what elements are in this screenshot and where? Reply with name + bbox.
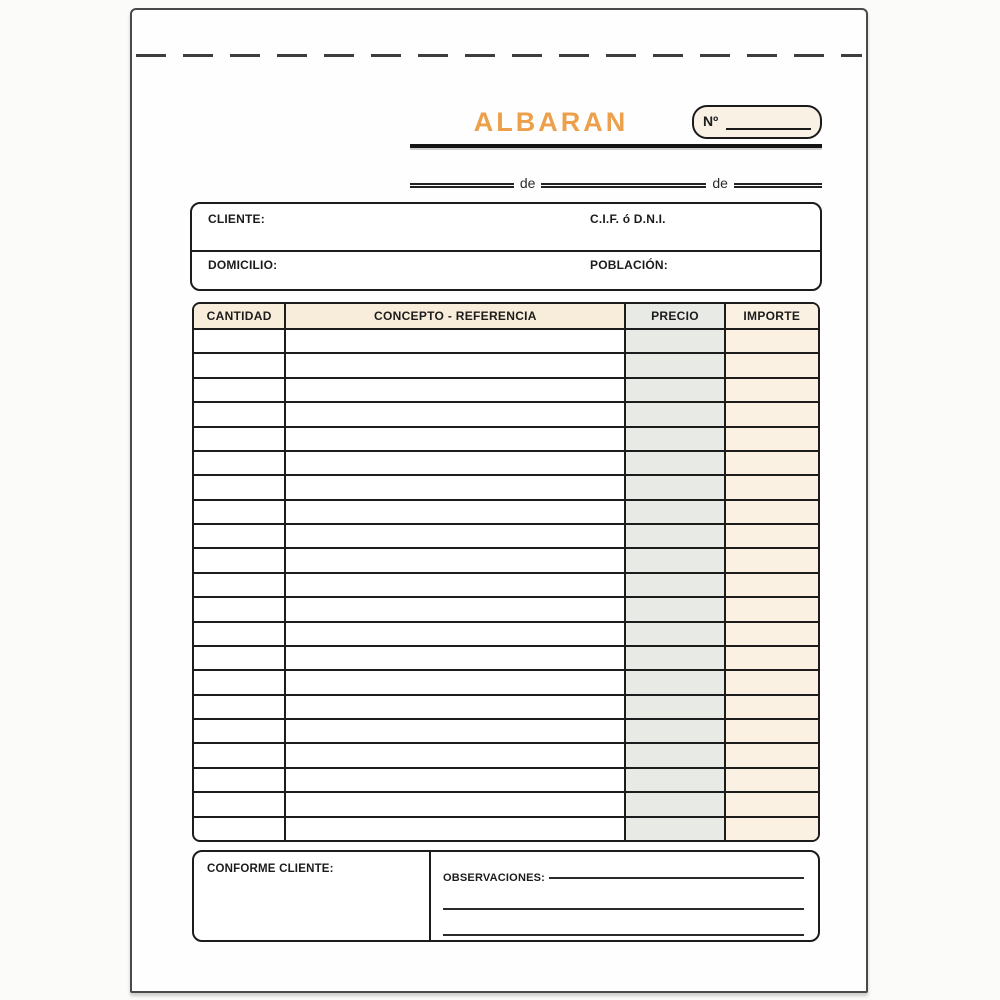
table-cell-empty — [626, 501, 725, 523]
table-cell-empty — [726, 354, 818, 376]
table-cell-empty — [626, 647, 725, 669]
table-cell-empty — [726, 623, 818, 645]
table-cell-empty — [286, 720, 626, 742]
table-cell-empty — [286, 818, 626, 840]
table-cell-empty — [194, 818, 286, 840]
table-cell-empty — [194, 744, 286, 766]
table-cell-empty — [626, 671, 725, 693]
table-cell-empty — [286, 330, 626, 352]
table-cell-empty — [626, 476, 725, 498]
header-cell-importe: IMPORTE — [726, 304, 818, 328]
table-cell-empty — [286, 793, 626, 815]
conforme-cliente-label: CONFORME CLIENTE: — [207, 863, 334, 875]
form-title: ALBARAN — [473, 107, 629, 137]
table-cell-empty — [286, 452, 626, 474]
table-cell-empty — [726, 501, 818, 523]
conforme-section — [194, 852, 431, 940]
table-cell-empty — [194, 574, 286, 596]
table-cell-empty — [286, 428, 626, 450]
table-row — [194, 476, 818, 500]
observaciones-label: OBSERVACIONES: — [443, 872, 546, 884]
table-cell-empty — [626, 525, 725, 547]
header-cell-concepto-referencia: CONCEPTO - REFERENCIA — [286, 304, 626, 328]
table-row — [194, 403, 818, 427]
table-cell-empty — [726, 428, 818, 450]
date-blank-year — [734, 183, 822, 188]
table-row — [194, 354, 818, 378]
title-area — [410, 107, 692, 138]
table-cell-empty — [286, 671, 626, 693]
table-row — [194, 428, 818, 452]
table-cell-empty — [286, 501, 626, 523]
table-cell-empty — [726, 696, 818, 718]
date-word-de-2: de — [712, 175, 728, 191]
document-number-blank-line — [726, 128, 811, 130]
table-row — [194, 549, 818, 573]
table-cell-empty — [726, 403, 818, 425]
table-cell-empty — [286, 598, 626, 620]
table-cell-empty — [626, 720, 725, 742]
table-cell-empty — [726, 671, 818, 693]
table-cell-empty — [726, 476, 818, 498]
table-cell-empty — [286, 744, 626, 766]
cliente-label: CLIENTE: — [208, 212, 265, 226]
date-blank-month — [541, 183, 706, 188]
table-cell-empty — [194, 549, 286, 571]
date-blank-day — [410, 183, 514, 188]
table-cell-empty — [286, 403, 626, 425]
table-cell-empty — [726, 379, 818, 401]
table-row — [194, 525, 818, 549]
table-cell-empty — [626, 428, 725, 450]
customer-box-top-row — [192, 204, 820, 252]
table-cell-empty — [626, 744, 725, 766]
items-table-header — [194, 304, 818, 330]
table-row — [194, 330, 818, 354]
table-cell-empty — [626, 574, 725, 596]
table-cell-empty — [726, 818, 818, 840]
table-cell-empty — [194, 501, 286, 523]
table-cell-empty — [626, 769, 725, 791]
footer-box — [192, 850, 820, 942]
table-cell-empty — [194, 647, 286, 669]
table-row — [194, 744, 818, 768]
table-cell-empty — [626, 354, 725, 376]
table-cell-empty — [626, 549, 725, 571]
table-cell-empty — [194, 598, 286, 620]
table-cell-empty — [726, 793, 818, 815]
table-cell-empty — [726, 744, 818, 766]
table-cell-empty — [286, 696, 626, 718]
table-cell-empty — [286, 574, 626, 596]
table-cell-empty — [726, 574, 818, 596]
table-cell-empty — [726, 647, 818, 669]
table-cell-empty — [194, 525, 286, 547]
table-cell-empty — [194, 354, 286, 376]
table-cell-empty — [286, 476, 626, 498]
observaciones-row — [443, 872, 804, 884]
table-cell-empty — [286, 354, 626, 376]
header-cell-precio: PRECIO — [626, 304, 725, 328]
observaciones-blank-line-3 — [443, 934, 804, 936]
paper-sheet — [130, 8, 868, 993]
observaciones-blank-line-2 — [443, 908, 804, 910]
table-cell-empty — [194, 671, 286, 693]
table-row — [194, 379, 818, 403]
items-table — [192, 302, 820, 842]
date-word-de-1: de — [519, 175, 536, 191]
table-row — [194, 598, 818, 622]
cif-dni-label: C.I.F. ó D.N.I. — [590, 212, 666, 226]
table-cell-empty — [726, 720, 818, 742]
table-cell-empty — [194, 720, 286, 742]
table-row — [194, 720, 818, 744]
table-cell-empty — [194, 476, 286, 498]
table-cell-empty — [286, 379, 626, 401]
table-cell-empty — [626, 403, 725, 425]
table-cell-empty — [626, 623, 725, 645]
table-row — [194, 501, 818, 525]
table-row — [194, 574, 818, 598]
table-row — [194, 696, 818, 720]
observaciones-section — [431, 852, 818, 940]
table-cell-empty — [194, 379, 286, 401]
table-cell-empty — [626, 696, 725, 718]
observaciones-blank-line-1 — [549, 877, 804, 879]
table-row — [194, 818, 818, 840]
table-cell-empty — [626, 379, 725, 401]
table-cell-empty — [286, 769, 626, 791]
table-cell-empty — [286, 549, 626, 571]
table-row — [194, 452, 818, 476]
title-underline — [410, 144, 822, 148]
table-row — [194, 623, 818, 647]
table-cell-empty — [194, 452, 286, 474]
table-row — [194, 647, 818, 671]
items-table-body — [194, 330, 818, 840]
poblacion-label: POBLACIÓN: — [590, 258, 668, 272]
table-cell-empty — [194, 769, 286, 791]
table-cell-empty — [286, 647, 626, 669]
table-cell-empty — [726, 525, 818, 547]
table-cell-empty — [194, 428, 286, 450]
table-cell-empty — [626, 330, 725, 352]
header-cell-cantidad: CANTIDAD — [194, 304, 286, 328]
table-cell-empty — [726, 452, 818, 474]
table-row — [194, 769, 818, 793]
table-row — [194, 793, 818, 817]
table-cell-empty — [626, 818, 725, 840]
domicilio-label: DOMICILIO: — [208, 258, 278, 272]
table-cell-empty — [194, 623, 286, 645]
table-cell-empty — [194, 793, 286, 815]
table-cell-empty — [286, 525, 626, 547]
table-cell-empty — [626, 598, 725, 620]
customer-box — [190, 202, 822, 291]
table-cell-empty — [194, 330, 286, 352]
table-cell-empty — [194, 403, 286, 425]
table-row — [194, 671, 818, 695]
table-cell-empty — [626, 452, 725, 474]
table-cell-empty — [626, 793, 725, 815]
date-line — [410, 162, 822, 191]
table-cell-empty — [194, 696, 286, 718]
document-number-box — [692, 105, 822, 139]
perforation-dashed-line — [136, 54, 862, 57]
table-cell-empty — [286, 623, 626, 645]
table-cell-empty — [726, 598, 818, 620]
table-cell-empty — [726, 549, 818, 571]
document-number-label: Nº — [703, 113, 719, 129]
table-cell-empty — [726, 769, 818, 791]
table-cell-empty — [726, 330, 818, 352]
